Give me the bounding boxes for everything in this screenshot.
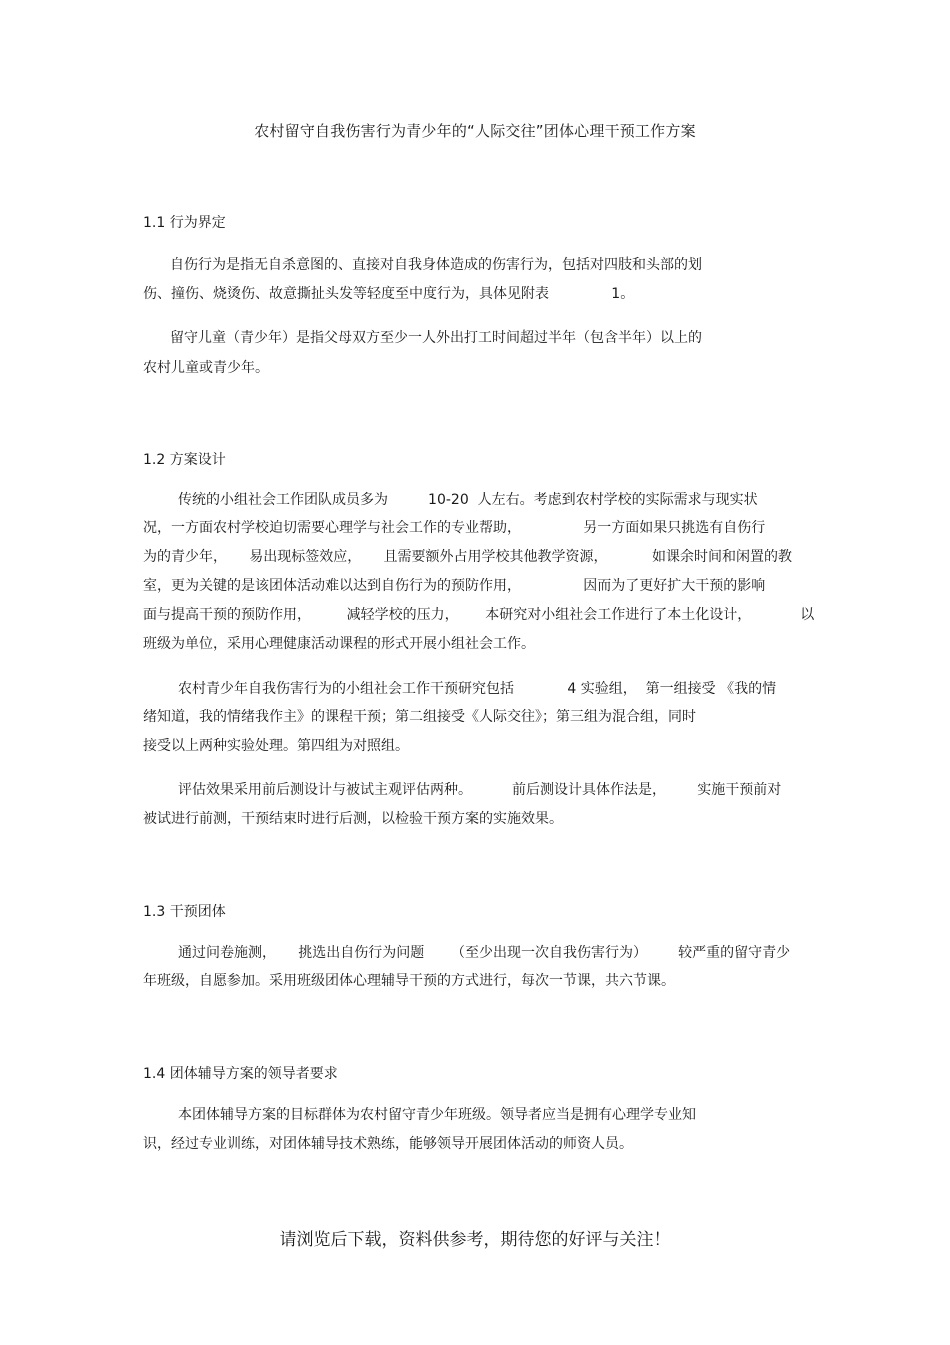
paragraph-line: 为的青少年， 易出现标签效应， 且需要额外占用学校其他教学资源， 如课余时间和闲置的教 [143,549,793,565]
section-heading-1-1: 1.1 行为界定 [143,215,226,231]
section-heading-1-3: 1.3 干预团体 [143,904,226,920]
section-heading-1-2: 1.2 方案设计 [143,452,226,468]
paragraph-line: 接受以上两种实验处理。第四组为对照组。 [143,738,409,754]
paragraph-line: 本团体辅导方案的目标群体为农村留守青少年班级。领导者应当是拥有心理学专业知 [178,1107,696,1123]
paragraph-line: 识，经过专业训练，对团体辅导技术熟练，能够领导开展团体活动的师资人员。 [143,1136,633,1152]
paragraph-line: 绪知道，我的情绪我作主》的课程干预；第二组接受《人际交往》；第三组为混合组，同时 [143,709,696,725]
paragraph-line: 通过问卷施测， 挑选出自伤行为问题 （至少出现一次自我伤害行为） 较严重的留守青少 [178,945,791,961]
paragraph-line: 班级为单位，采用心理健康活动课程的形式开展小组社会工作。 [143,636,535,652]
paragraph-line: 评估效果采用前后测设计与被试主观评估两种。 前后测设计具体作法是， 实施干预前对 [178,782,782,798]
paragraph-line: 年班级，自愿参加。采用班级团体心理辅导干预的方式进行，每次一节课，共六节课。 [143,973,675,989]
paragraph-line: 面与提高干预的预防作用， 减轻学校的压力， 本研究对小组社会工作进行了本土化设计， 以 [143,607,815,623]
paragraph-line: 伤、撞伤、烧烫伤、故意撕扯头发等轻度至中度行为，具体见附表 1。 [143,286,635,302]
download-note: 请浏览后下载，资料供参考，期待您的好评与关注！ [279,1230,671,1250]
paragraph-line: 留守儿童（青少年）是指父母双方至少一人外出打工时间超过半年（包含半年）以上的 [170,330,702,346]
paragraph-line: 室，更为关键的是该团体活动难以达到自伤行为的预防作用， 因而为了更好扩大干预的影响 [143,578,766,594]
paragraph-line: 农村青少年自我伤害行为的小组社会工作干预研究包括 4 实验组， 第一组接受 《我的情 [178,681,777,697]
paragraph-line: 传统的小组社会工作团队成员多为 10-20 人左右。考虑到农村学校的实际需求与现实状 [178,492,758,508]
page-title: 农村留守自我伤害行为青少年的“人际交往”团体心理干预工作方案 [254,122,696,140]
section-heading-1-4: 1.4 团体辅导方案的领导者要求 [143,1066,338,1082]
paragraph-line: 自伤行为是指无自杀意图的、直接对自我身体造成的伤害行为，包括对四肢和头部的划 [170,257,702,273]
paragraph-line: 被试进行前测，干预结束时进行后测，以检验干预方案的实施效果。 [143,811,563,827]
paragraph-line: 况，一方面农村学校迫切需要心理学与社会工作的专业帮助， 另一方面如果只挑选有自伤行 [143,520,766,536]
paragraph-line: 农村儿童或青少年。 [143,360,269,376]
